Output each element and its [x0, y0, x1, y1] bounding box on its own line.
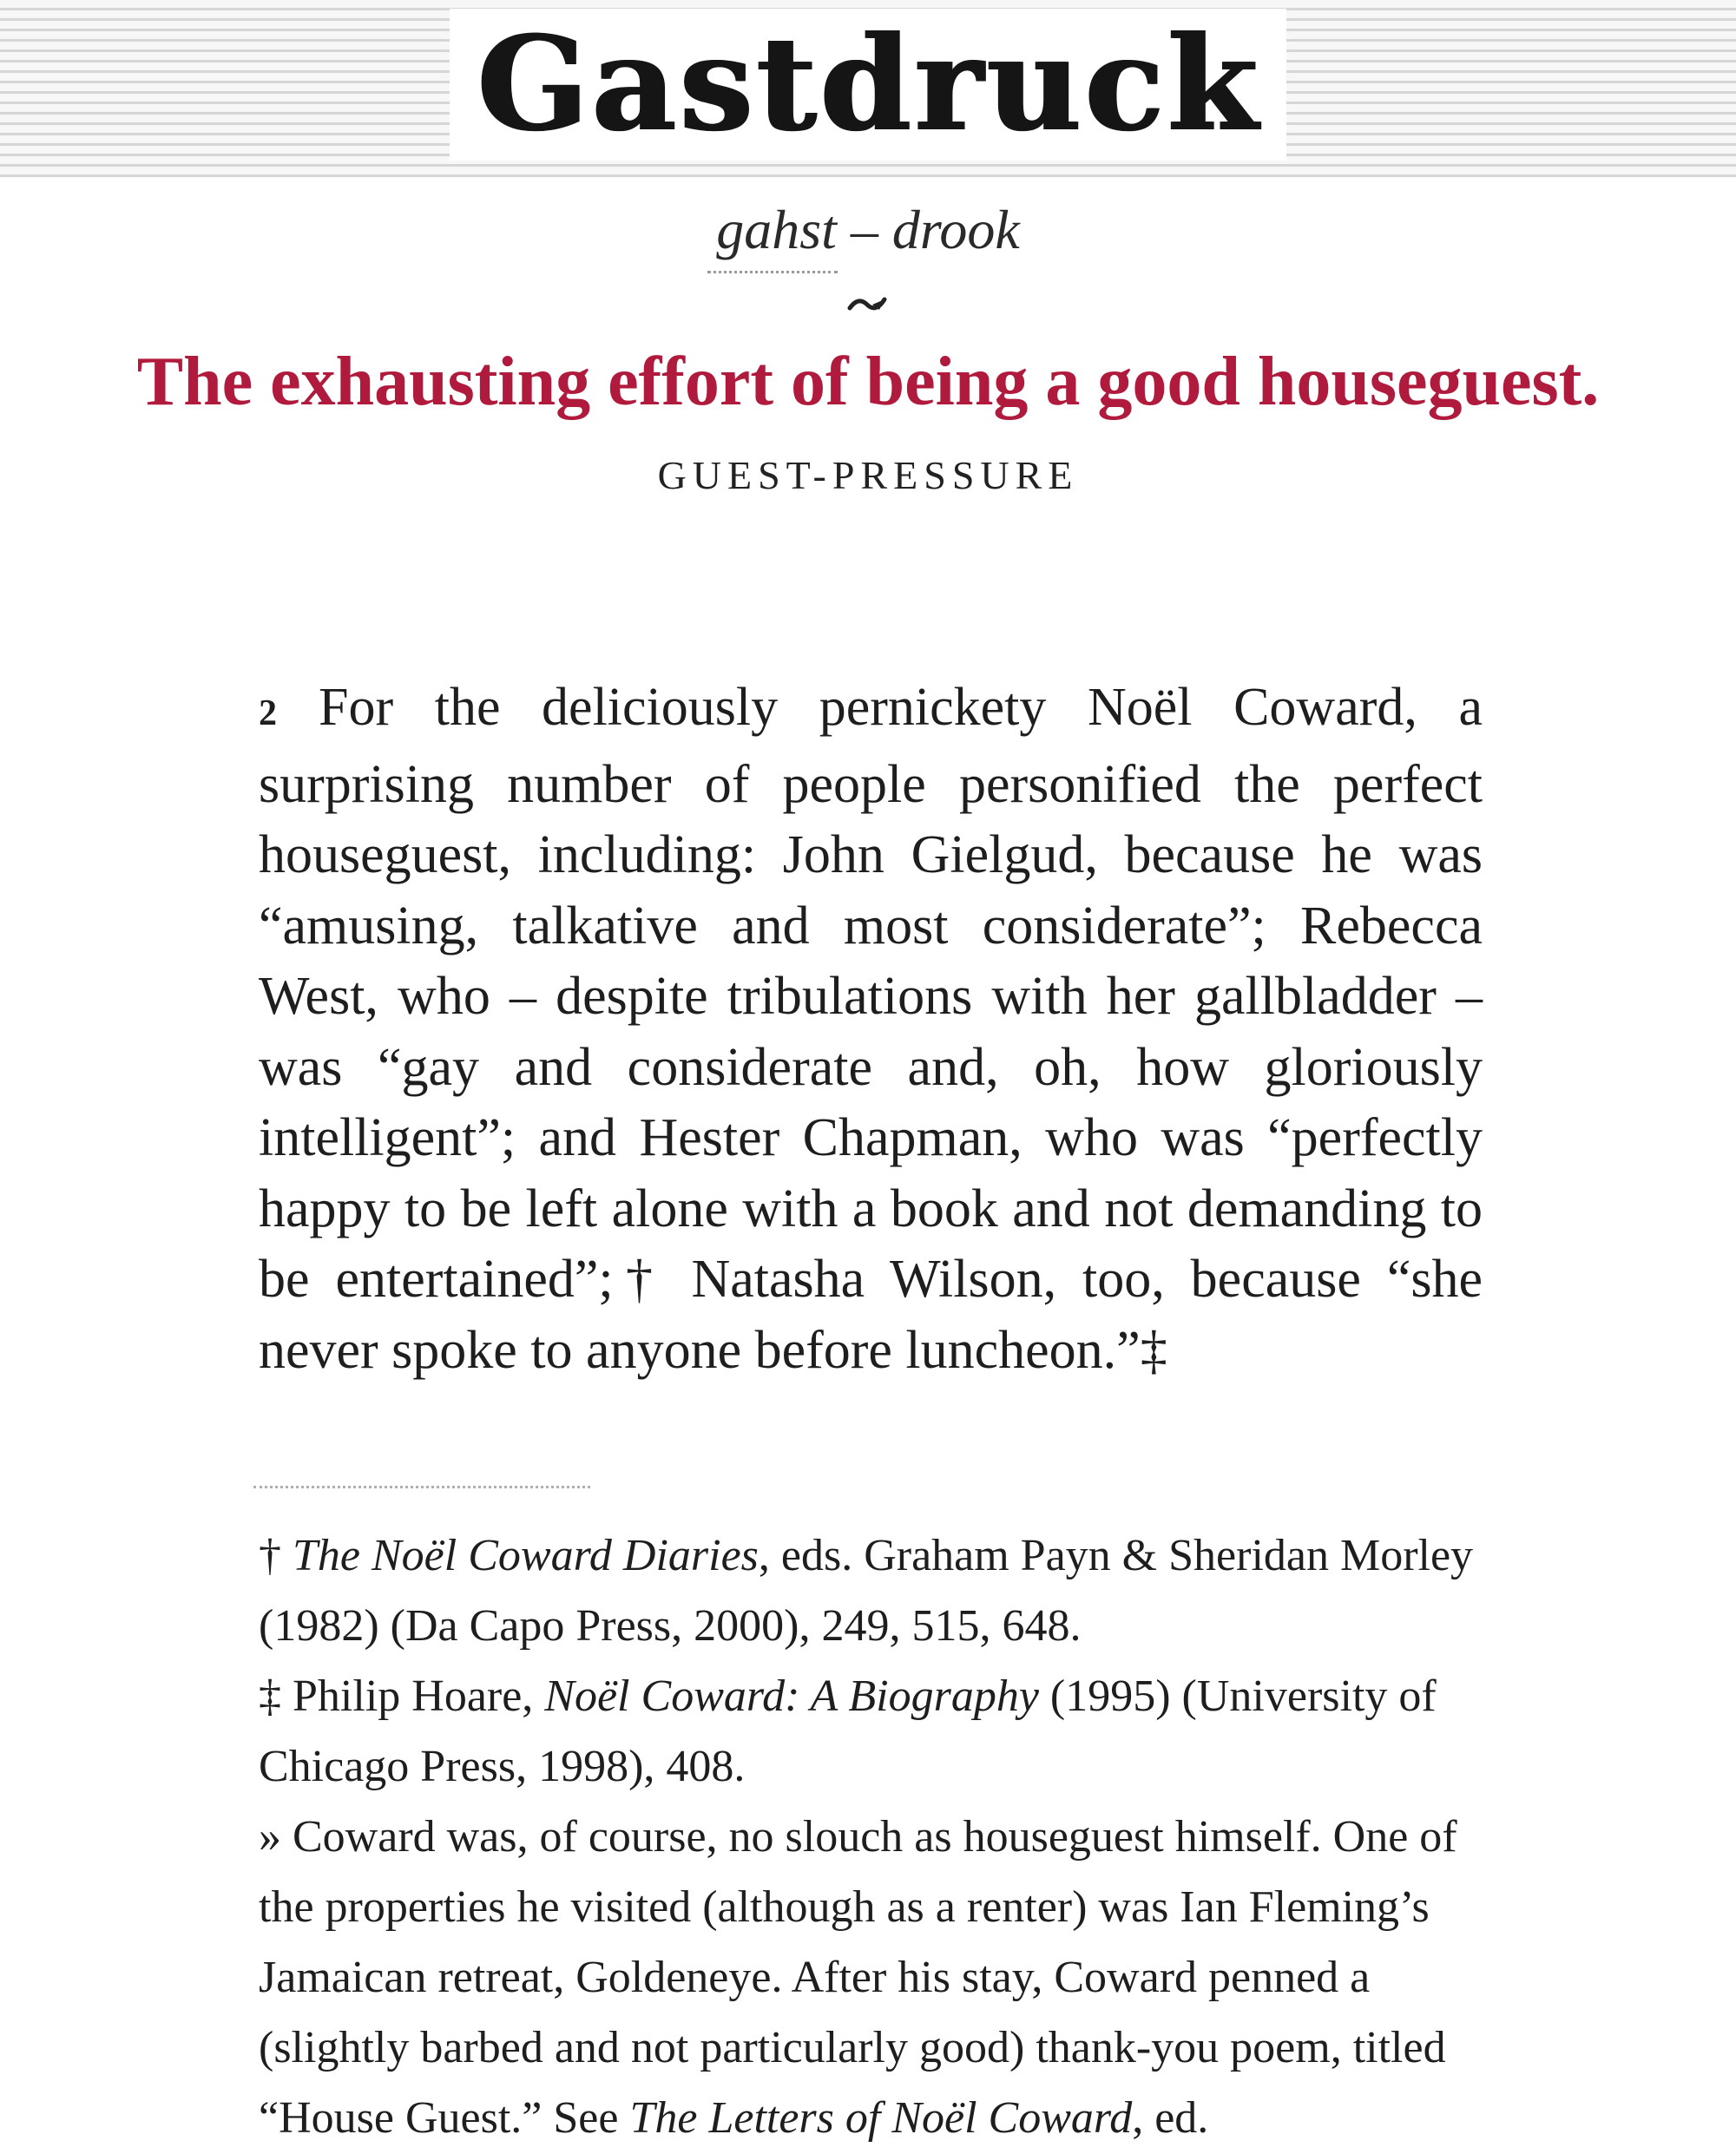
definition: The exhausting effort of being a good houseguest. [136, 344, 1600, 420]
body-paragraph [259, 673, 1483, 1386]
footnote-marker: ‡ [259, 1671, 281, 1721]
pronunciation: gahst – drook [716, 199, 1020, 260]
footnote-aside [259, 1802, 1483, 2153]
footnote-title: The Noël Coward Diaries [293, 1531, 759, 1580]
literal-translation: GUEST-PRESSURE [657, 453, 1079, 497]
footnote-text: Coward was, of course, no slouch as houseguest himself. One of the properties he visited (although as a renter) was Ian Fleming’s Jamaican retreat, Goldeneye. After his stay, Coward penned a (slightly barbed and not particularly good) thank-you poem, titled “House Guest.” See [259, 1812, 1457, 2143]
paragraph-number: 2 [259, 693, 277, 733]
footnote-marker: » [259, 1812, 281, 1862]
footnote-dagger [259, 1520, 1483, 1661]
footnote-text: , eds. Graham Payn & Sheridan Morley (1982) (Da Capo Press, 2000), 249, 515, 648. [259, 1531, 1474, 1651]
footnote-marker: † [259, 1531, 281, 1580]
footnote-double-dagger [259, 1661, 1483, 1802]
footnote-title: The Letters of Noël Coward [629, 2093, 1133, 2143]
headword-container [0, 9, 1736, 161]
swash-ornament-icon [846, 291, 890, 317]
footnote-title: Noël Coward: A Biography [544, 1671, 1039, 1721]
footnote-text: (1995) (University of Chicago Press, 1998), 408. [259, 1671, 1437, 1791]
headword: Gastdruck [450, 9, 1286, 161]
footnotes [259, 1520, 1483, 2153]
pronunciation-dotted-underline [707, 271, 838, 273]
paragraph-text: For the deliciously pernickety Noël Coward, a surprising number of people personified the perfect houseguest, including: John Gielgud, because he was “amusing, talkative and most considerate”; Rebecca West, who – despite tribulations with her gallbladder – was “gay and considerate and, oh, how gloriously intelligent”; and Hester Chapman, who was “perfectly happy to be left alone with a book and not demanding to be entertained”;† Natasha Wilson, too, because “she never spoke to anyone before luncheon.”‡ [259, 678, 1483, 1380]
footnote-author: Philip Hoare, [293, 1671, 545, 1721]
footnote-divider [253, 1486, 590, 1488]
footnote-text-end: , ed. [1132, 2093, 1209, 2143]
